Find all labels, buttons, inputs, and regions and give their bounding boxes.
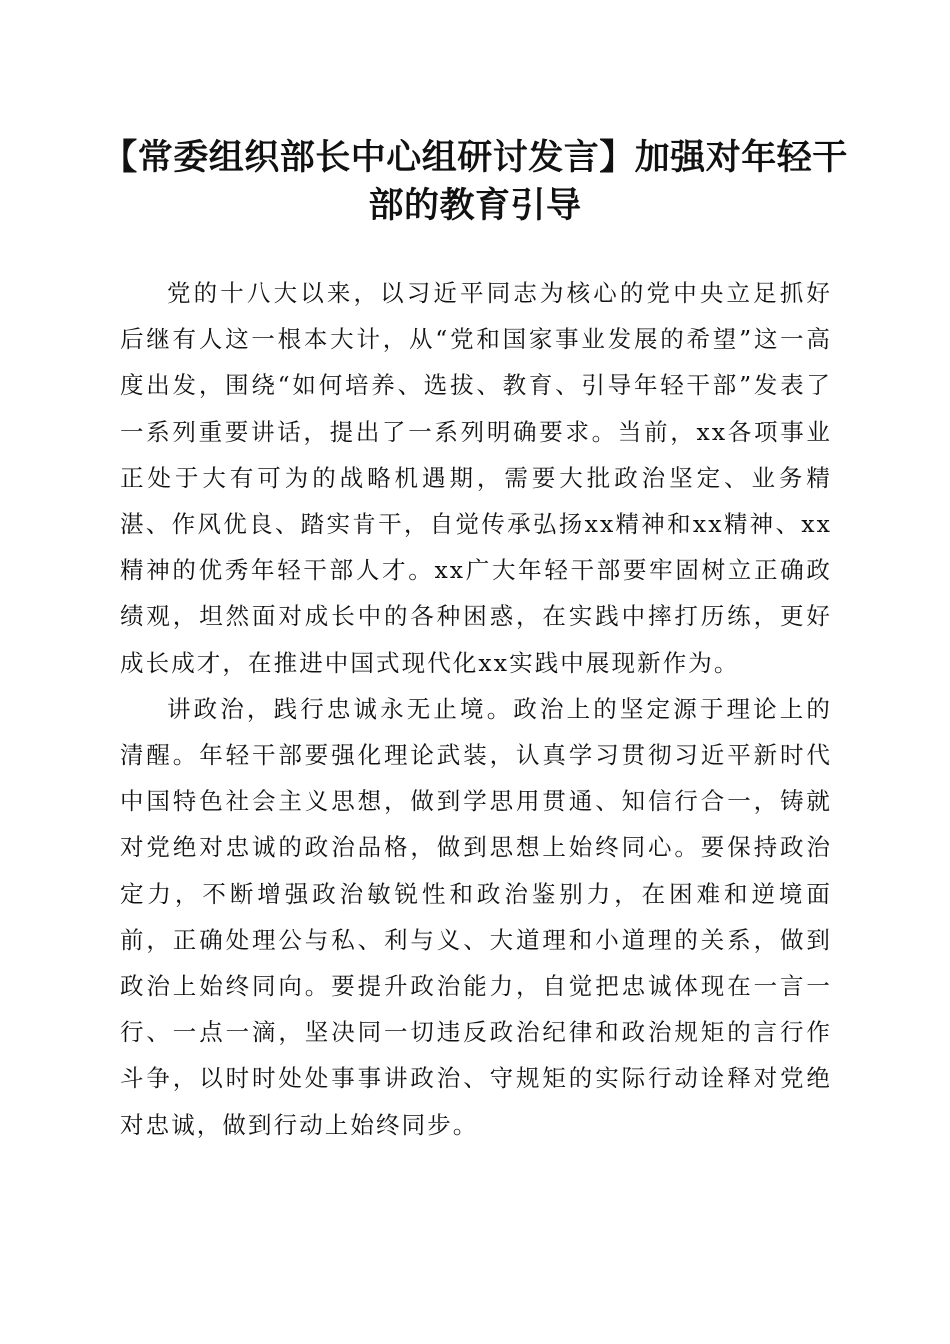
document-title: 【常委组织部长中心组研讨发言】加强对年轻干部的教育引导 bbox=[102, 137, 848, 226]
paragraph-1: 党的十八大以来，以习近平同志为核心的党中央立足抓好后继有人这一根本大计，从“党和国家事业发展的希望”这一高度出发，围绕“如何培养、选拔、教育、引导年轻干部”发表了一系列重要讲话，提出了一系列明确要求。当前，xx各项事业正处于大有可为的战略机遇期，需要大批政治坚定、业务精湛、作风优良、踏实肯干，自觉传承弘扬xx精神和xx精神、xx精神的优秀年轻干部人才。xx广大年轻干部要牢固树立正确政绩观，坦然面对成长中的各种困惑，在实践中摔打历练，更好成长成才，在推进中国式现代化xx实践中展现新作为。 bbox=[120, 279, 832, 677]
document-body bbox=[120, 270, 832, 1148]
paragraph-2: 讲政治，践行忠诚永无止境。政治上的坚定源于理论上的清醒。年轻干部要强化理论武装，认真学习贯彻习近平新时代中国特色社会主义思想，做到学思用贯通、知信行合一，铸就对党绝对忠诚的政治品格，做到思想上始终同心。要保持政治定力，不断增强政治敏锐性和政治鉴别力，在困难和逆境面前，正确处理公与私、利与义、大道理和小道理的关系，做到政治上始终同向。要提升政治能力，自觉把忠诚体现在一言一行、一点一滴，坚决同一切违反政治纪律和政治规矩的言行作斗争，以时时处处事事讲政治、守规矩的实际行动诠释对党绝对忠诚，做到行动上始终同步。 bbox=[120, 694, 832, 1139]
